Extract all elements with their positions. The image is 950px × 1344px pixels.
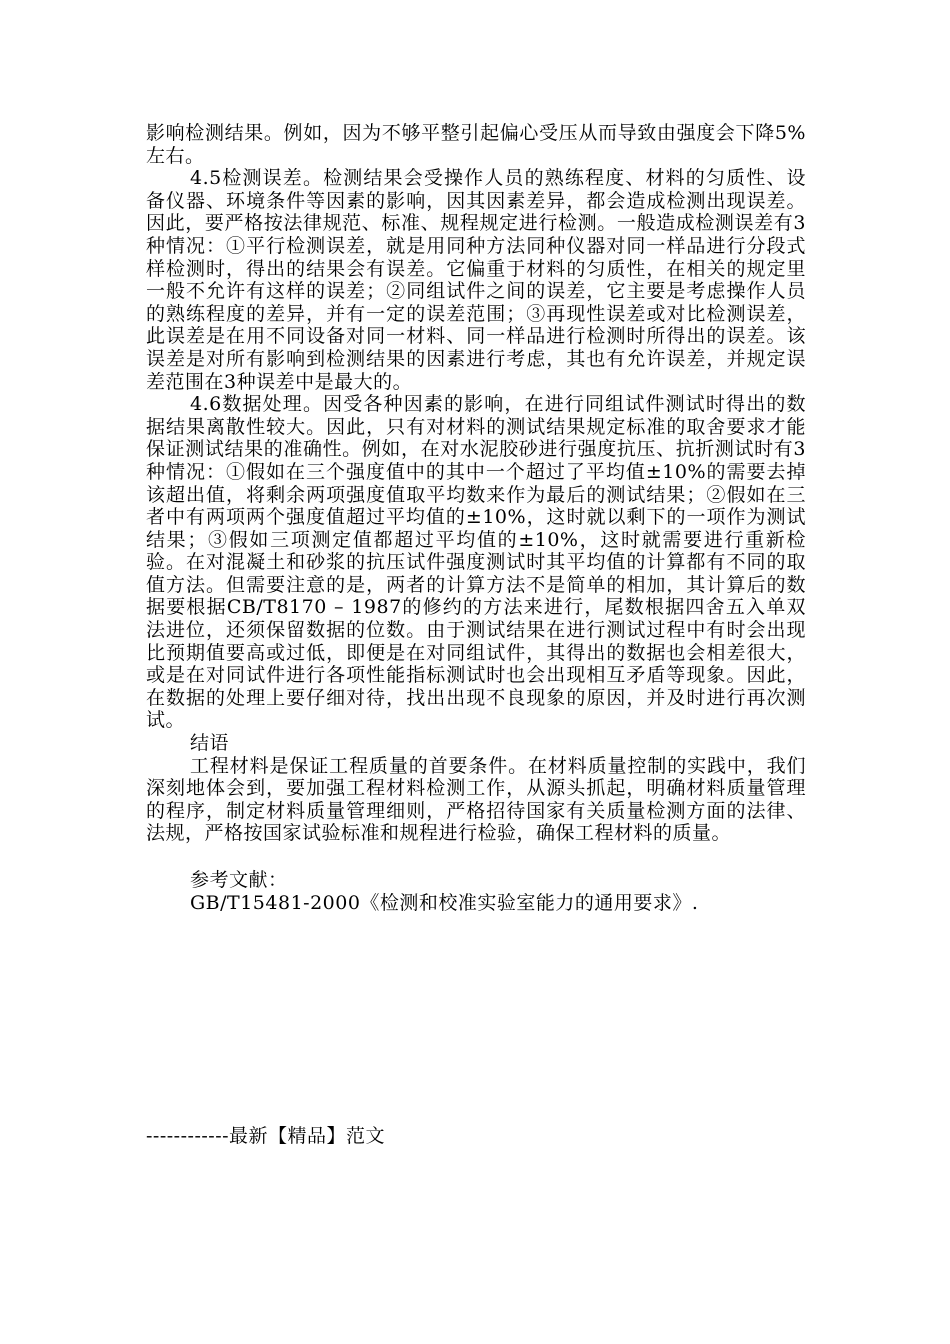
footer-banner: ------------最新【精品】范文 [146,1125,386,1147]
conclusion-heading: 结语 [190,732,230,755]
paragraph-4-6-data-processing: 4.6数据处理。因受各种因素的影响，在进行同组试件测试时得出的数据结果离散性较大。因此，只有对材料的测试结果规定标准的取舍要求才能保证测试结果的准确性。例如，在对水泥胶砂进行强度抗压、抗折测试时有3种情况：①假如在三个强度值中的其中一个超过了平均值±10%的需要去掉该超出值，将剩余两项强度值取平均数来作为最后的测试结果；②假如在三者中有两项两个强度值超过平均值的±10%，这时就以剩下的一项作为测试结果；③假如三项测定值都超过平均值的±10%，这时就需要进行重新检验。在对混凝土和砂浆的抗压试件强度测试时其平均值的计算都有不同的取值方法。但需要注意的是，两者的计算方法不是简单的相加，其计算后的数据要根据CB/T8170 – 1987的修约的方法来进行，尾数根据四舍五入单双法进位，还须保留数据的位数。由于测试结果在进行测试过程中有时会出现比预期值要高或过低，即便是在对同组试件，其得出的数据也会相差很大，或是在对同试件进行各项性能指标测试时也会出现相互矛盾等现象。因此，在数据的处理上要仔细对待，找出出现不良现象的原因，并及时进行再次测试。 [146,393,806,732]
paragraph-4-5-detection-error: 4.5检测误差。检测结果会受操作人员的熟练程度、材料的匀质性、设备仪器、环境条件等因素的影响，因其因素差异，都会造成检测出现误差。因此，要严格按法律规范、标准、规程规定进行检测。一般造成检测误差有3种情况：①平行检测误差，就是用同种方法同种仪器对同一样品进行分段式样检测时，得出的结果会有误差。它偏重于材料的匀质性，在相关的规定里一般不允许有这样的误差；②同组试件之间的误差，它主要是考虑操作人员的熟练程度的差异，并有一定的误差范围；③再现性误差或对比检测误差，此误差是在用不同设备对同一材料、同一样品进行检测时所得出的误差。该误差是对所有影响到检测结果的因素进行考虑，其也有允许误差，并规定误差范围在3种误差中是最大的。 [146,167,806,393]
conclusion-paragraph: 工程材料是保证工程质量的首要条件。在材料质量控制的实践中，我们深刻地体会到，要加强工程材料检测工作，从源头抓起，明确材料质量管理的程序，制定材料质量管理细则，严格招待国家有关质量检测方面的法律、法规，严格按国家试验标准和规程进行检验，确保工程材料的质量。 [146,754,806,845]
reference-item: GB/T15481-2000《检测和校准实验室能力的通用要求》. [190,891,699,914]
document-body [146,122,806,914]
references-heading: 参考文献： [190,869,288,891]
blank-line [146,845,806,869]
paragraph-continuation: 影响检测结果。例如，因为不够平整引起偏心受压从而导致由强度会下降5%左右。 [146,122,806,167]
